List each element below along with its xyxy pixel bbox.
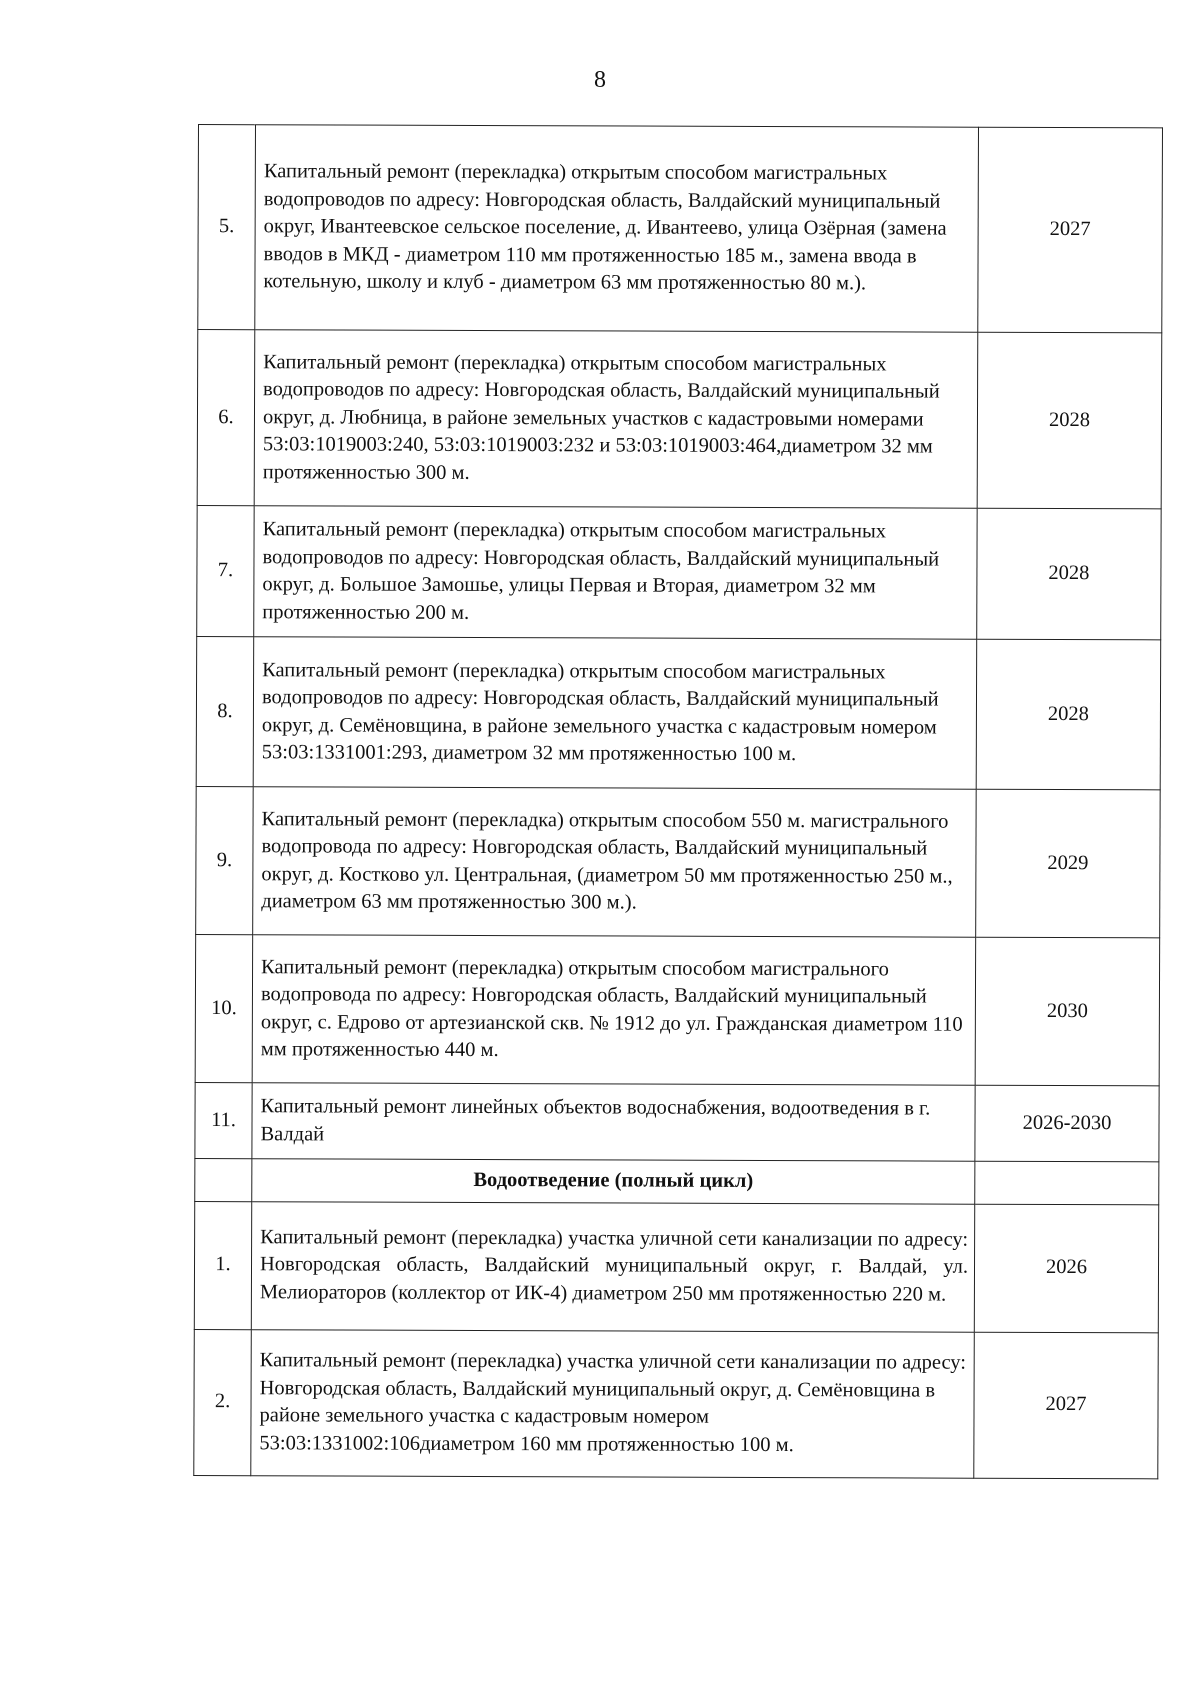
section-row bbox=[195, 1158, 1159, 1204]
row-description: Капитальный ремонт (перекладка) открытым способом магистральных водопроводов по адресу: Новгородская область, Валдайский муниципальный округ, д. Семёновщина, в районе земельного участка с кадастровым номером 53:03:1331001:293, диаметром 32 мм протяженностью 100 м. bbox=[253, 637, 977, 790]
row-number: 2. bbox=[194, 1329, 252, 1475]
row-year: 2028 bbox=[976, 639, 1161, 790]
row-number: 10. bbox=[195, 934, 253, 1082]
table-row bbox=[196, 636, 1161, 789]
row-year: 2027 bbox=[974, 1332, 1159, 1479]
row-description: Капитальный ремонт (перекладка) открытым способом магистральных водопроводов по адресу: Новгородская область, Валдайский муниципальный округ, д. Любница, в районе земельных участков с кадастровыми номерами 53:03:1019003:240, 53:03:1019003:232 и 53:03:1019003:464,диаметром 32 мм протяженностью 300 м. bbox=[254, 330, 978, 509]
row-description: Капитальный ремонт (перекладка) открытым способом 550 м. магистрального водопровода по адресу: Новгородская область, Валдайский муниципальный округ, д. Костково ул. Центральная, (диаметром 50 мм протяженностью 250 м., диаметром 63 мм протяженностью 300 м.). bbox=[253, 787, 977, 938]
row-description: Капитальный ремонт (перекладка) участка уличной сети канализации по адресу: Новгородская область, Валдайский муниципальный округ, г. Валдай, ул. Мелиораторов (коллектор от ИК-4) диаметром 250 мм протяженностью 220 м. bbox=[251, 1201, 974, 1332]
row-year: 2027 bbox=[978, 127, 1163, 333]
row-year: 2026-2030 bbox=[975, 1085, 1159, 1162]
page-number: 8 bbox=[594, 67, 606, 93]
table-row bbox=[198, 125, 1163, 333]
section-year-cell bbox=[975, 1161, 1159, 1204]
table-row bbox=[195, 1082, 1159, 1161]
works-table bbox=[193, 124, 1163, 1479]
table-row bbox=[194, 1201, 1158, 1332]
row-description: Капитальный ремонт (перекладка) открытым способом магистральных водопроводов по адресу: Новгородская область, Валдайский муниципальный округ, д. Большое Замошье, улицы Первая и Вторая, диаметром 32 мм протяженностью 200 м. bbox=[254, 506, 977, 640]
section-number-cell bbox=[195, 1158, 252, 1201]
row-description: Капитальный ремонт (перекладка) открытым способом магистрального водопровода по адресу: Новгородская область, Валдайский муниципальный округ, с. Едрово от артезианской скв. № 1912 до ул. Гражданская диаметром 110 мм протяженностью 440 м. bbox=[252, 935, 976, 1086]
table-row bbox=[194, 1329, 1159, 1478]
row-number: 11. bbox=[195, 1082, 252, 1158]
row-description: Капитальный ремонт (перекладка) открытым способом магистральных водопроводов по адресу: Новгородская область, Валдайский муниципальный округ, Ивантеевское сельское поселение, д. Ивантеево, улица Озёрная (замена вводов в МКД - диаметром 110 мм протяженностью 185 м., замена ввода в котельную, школу и клуб - диаметром 63 мм протяженностью 80 м.). bbox=[255, 125, 979, 333]
section-title: Водоотведение (полный цикл) bbox=[252, 1159, 975, 1204]
table-row bbox=[197, 505, 1161, 639]
row-description: Капитальный ремонт линейных объектов водоснабжения, водоотведения в г. Валдай bbox=[252, 1083, 975, 1162]
row-number: 8. bbox=[196, 636, 254, 786]
row-number: 7. bbox=[197, 505, 254, 636]
table-row bbox=[197, 330, 1162, 509]
row-description: Капитальный ремонт (перекладка) участка уличной сети канализации по адресу: Новгородская область, Валдайский муниципальный округ, д. Семёновщина в районе земельного участка с кадастровым номером 53:03:1331002:106диаметром 160 мм протяженностью 100 м. bbox=[251, 1329, 975, 1478]
row-number: 5. bbox=[198, 125, 256, 330]
row-year: 2026 bbox=[974, 1204, 1158, 1333]
table-row bbox=[196, 786, 1161, 937]
row-year: 2028 bbox=[977, 508, 1161, 640]
row-year: 2028 bbox=[977, 332, 1162, 509]
row-year: 2030 bbox=[975, 937, 1160, 1086]
row-number: 6. bbox=[197, 330, 255, 506]
row-number: 9. bbox=[196, 786, 254, 934]
table-row bbox=[195, 934, 1160, 1085]
row-year: 2029 bbox=[976, 789, 1161, 938]
row-number: 1. bbox=[194, 1201, 251, 1329]
